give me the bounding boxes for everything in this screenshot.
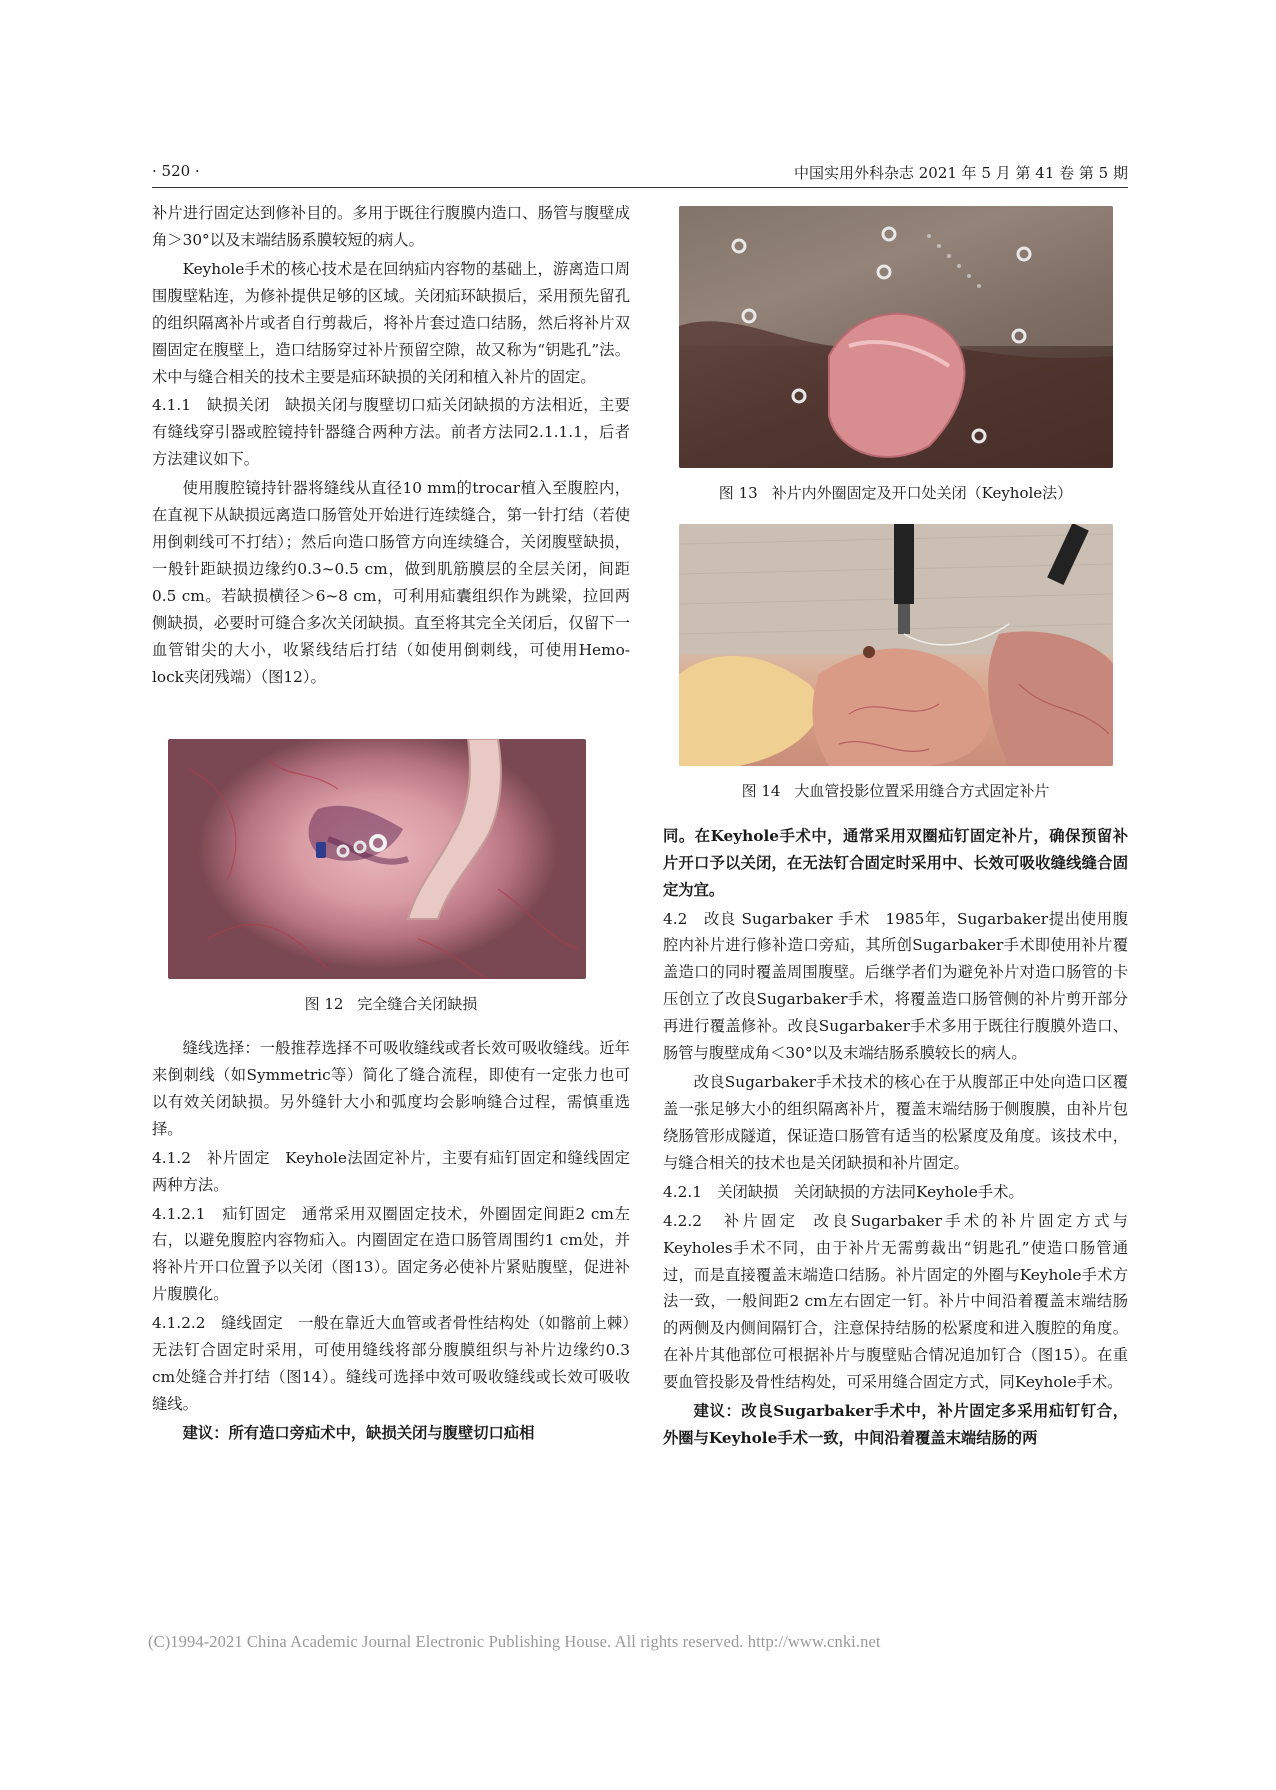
- figure-number: 图 12: [304, 994, 344, 1013]
- figure-number: 图 13: [718, 484, 758, 502]
- photo-illustration: [168, 739, 586, 979]
- figure-caption-text: 完全缝合关闭缺损: [357, 994, 478, 1013]
- figure-number: 图 14: [741, 782, 781, 801]
- section-heading: 4.2.2 补片固定: [663, 1211, 799, 1230]
- paragraph: [663, 906, 1128, 1068]
- section-body: 一般在靠近大血管或者骨性结构处（如髂前上棘）无法钉合固定时采用，可使用缝线将部分腹膜组织与补片边缘约0.3 cm处缝合并打结（图14）。缝线可选择中效可吸收缝线或长效可吸收缝线。: [152, 1314, 630, 1413]
- left-column: [152, 200, 630, 1449]
- section-heading: 4.2.1 关闭缺损: [663, 1182, 779, 1201]
- paragraph: [663, 1208, 1128, 1396]
- surgical-photo: [679, 524, 1113, 766]
- paragraph: Keyhole手术的核心技术是在回纳疝内容物的基础上，游离造口周围腹壁粘连，为修补提供足够的区域。关闭疝环缺损后，采用预先留孔的组织隔离补片或者自行剪裁后，将补片套过造口结肠，然后将补片双圈固定在腹壁上，造口结肠穿过补片预留空隙，故又称为“钥匙孔”法。术中与缝合相关的技术主要是疝环缺损的关闭和植入补片的固定。: [152, 259, 630, 386]
- header-rule: [152, 187, 1128, 188]
- section-heading: 4.2 改良 Sugarbaker 手术: [663, 909, 871, 928]
- section-heading: 4.1.2 补片固定: [152, 1148, 270, 1167]
- paragraph: 补片进行固定达到修补目的。多用于既往行腹膜内造口、肠管与腹壁成角＞30°以及末端结肠系膜较短的病人。: [152, 204, 630, 249]
- surgical-photo: [168, 739, 586, 979]
- section-heading: 4.1.1 缺损关闭: [152, 396, 270, 415]
- figure-caption-text: 补片内外圈固定及开口处关闭（Keyhole法）: [771, 484, 1073, 502]
- photo-illustration: [679, 206, 1113, 468]
- right-column: [663, 200, 1128, 1454]
- paragraph: [152, 1145, 630, 1199]
- paragraph: [663, 1179, 1128, 1206]
- section-body: 缺损关闭与腹壁切口疝关闭缺损的方法相近，主要有缝线穿引器或腔镜持针器缝合两种方法。前者方法同2.1.1.1，后者方法建议如下。: [152, 396, 630, 469]
- section-heading: 4.1.2.2 缝线固定: [152, 1314, 283, 1333]
- page-number: · 520 ·: [152, 162, 200, 180]
- recommendation-paragraph: 建议：改良Sugarbaker手术中，补片固定多采用疝钉钉合，外圈与Keyhole手术一致，中间沿着覆盖末端结肠的两: [663, 1402, 1128, 1448]
- section-body: 1985年，Sugarbaker提出使用腹腔内补片进行修补造口旁疝，其所创Sugarbaker手术即使用补片覆盖造口的同时覆盖周围腹壁。后继学者们为避免补片对造口肠管的卡压创立了改良Sugarbaker手术，将覆盖造口肠管侧的补片剪开部分再进行覆盖修补。改良Sugarbaker手术多用于既往行腹膜外造口、肠管与腹壁成角＜30°以及末端结肠系膜较长的病人。: [663, 909, 1128, 1063]
- journal-header: 中国实用外科杂志 2021 年 5 月 第 41 卷 第 5 期: [793, 164, 1128, 182]
- section-body: Keyhole法固定补片，主要有疝钉固定和缝线固定两种方法。: [152, 1148, 630, 1194]
- paragraph: 使用腹腔镜持针器将缝线从直径10 mm的trocar植入至腹腔内，在直视下从缺损远离造口肠管处开始进行连续缝合，第一针打结（若使用倒刺线可不打结）；然后向造口肠管方向连续缝合，关闭腹壁缺损，一般针距缺损边缘约0.3~0.5 cm，做到肌筋膜层的全层关闭，间距0.5 cm。若缺损横径＞6~8 cm，可利用疝囊组织作为跳梁，拉回两侧缺损，必要时可缝合多次关闭缺损。直至将其完全关闭后，仅留下一血管钳尖的大小，收紧线结后打结（如使用倒刺线，可使用Hemo-lock夹闭残端）（图12）。: [152, 479, 630, 686]
- copyright-footer: (C)1994-2021 China Academic Journal Electronic Publishing House. All rights reserved. http://www.cnki.net: [148, 1632, 881, 1651]
- paragraph: 缝线选择：一般推荐选择不可吸收缝线或者长效可吸收缝线。近年来倒刺线（如Symmetric等）简化了缝合流程，即使有一定张力也可以有效关闭缺损。另外缝针大小和弧度均会影响缝合过程，需慎重选择。: [152, 1038, 630, 1138]
- section-heading: 4.1.2.1 疝钉固定: [152, 1204, 287, 1223]
- surgical-photo: [679, 206, 1113, 468]
- recommendation-continuation: 同。在Keyhole手术中，通常采用双圈疝钉固定补片，确保预留补片开口予以关闭，在无法钉合固定时采用中、长效可吸收缝线缝合固定为宜。: [663, 826, 1128, 899]
- figure-12: [152, 739, 630, 1017]
- recommendation-paragraph: 建议：所有造口旁疝术中，缺损关闭与腹壁切口疝相: [182, 1423, 535, 1442]
- figure-caption: [152, 991, 630, 1017]
- paragraph: [152, 392, 630, 473]
- figure-13: [663, 206, 1128, 506]
- figure-caption-text: 大血管投影位置采用缝合方式固定补片: [794, 782, 1050, 801]
- figure-14: [663, 524, 1128, 804]
- paragraph: [152, 1201, 630, 1309]
- section-body: 通常采用双圈固定技术，外圈固定间距2 cm左右，以避免腹腔内容物疝入。内圈固定在造口肠管周围约1 cm处，并将补片开口位置予以关闭（图13）。固定务必使补片紧贴腹壁，促进补片腹膜化。: [152, 1204, 630, 1304]
- figure-caption: [663, 778, 1128, 804]
- paragraph: 改良Sugarbaker手术技术的核心在于从腹部正中处向造口区覆盖一张足够大小的组织隔离补片，覆盖末端结肠于侧腹膜，由补片包绕肠管形成隧道，保证造口肠管有适当的松紧度及角度。该技术中，与缝合相关的技术也是关闭缺损和补片固定。: [663, 1073, 1128, 1172]
- section-body: 关闭缺损的方法同Keyhole手术。: [793, 1182, 1024, 1201]
- section-body: 改良Sugarbaker手术的补片固定方式与Keyholes手术不同，由于补片无需剪裁出“钥匙孔”使造口肠管通过，而是直接覆盖末端造口结肠。补片固定的外圈与Keyhole手术方法一致，一般间距2 cm左右固定一钉。补片中间沿着覆盖末端结肠的两侧及内侧间隔钉合，注意保持结肠的松紧度和进入腹腔的角度。在补片其他部位可根据补片与腹壁贴合情况追加钉合（图15）。在重要血管投影及骨性结构处，可采用缝合固定方式，同Keyhole手术。: [663, 1211, 1128, 1392]
- paragraph: [152, 1310, 630, 1418]
- photo-illustration: [679, 524, 1113, 766]
- figure-caption: [663, 480, 1128, 506]
